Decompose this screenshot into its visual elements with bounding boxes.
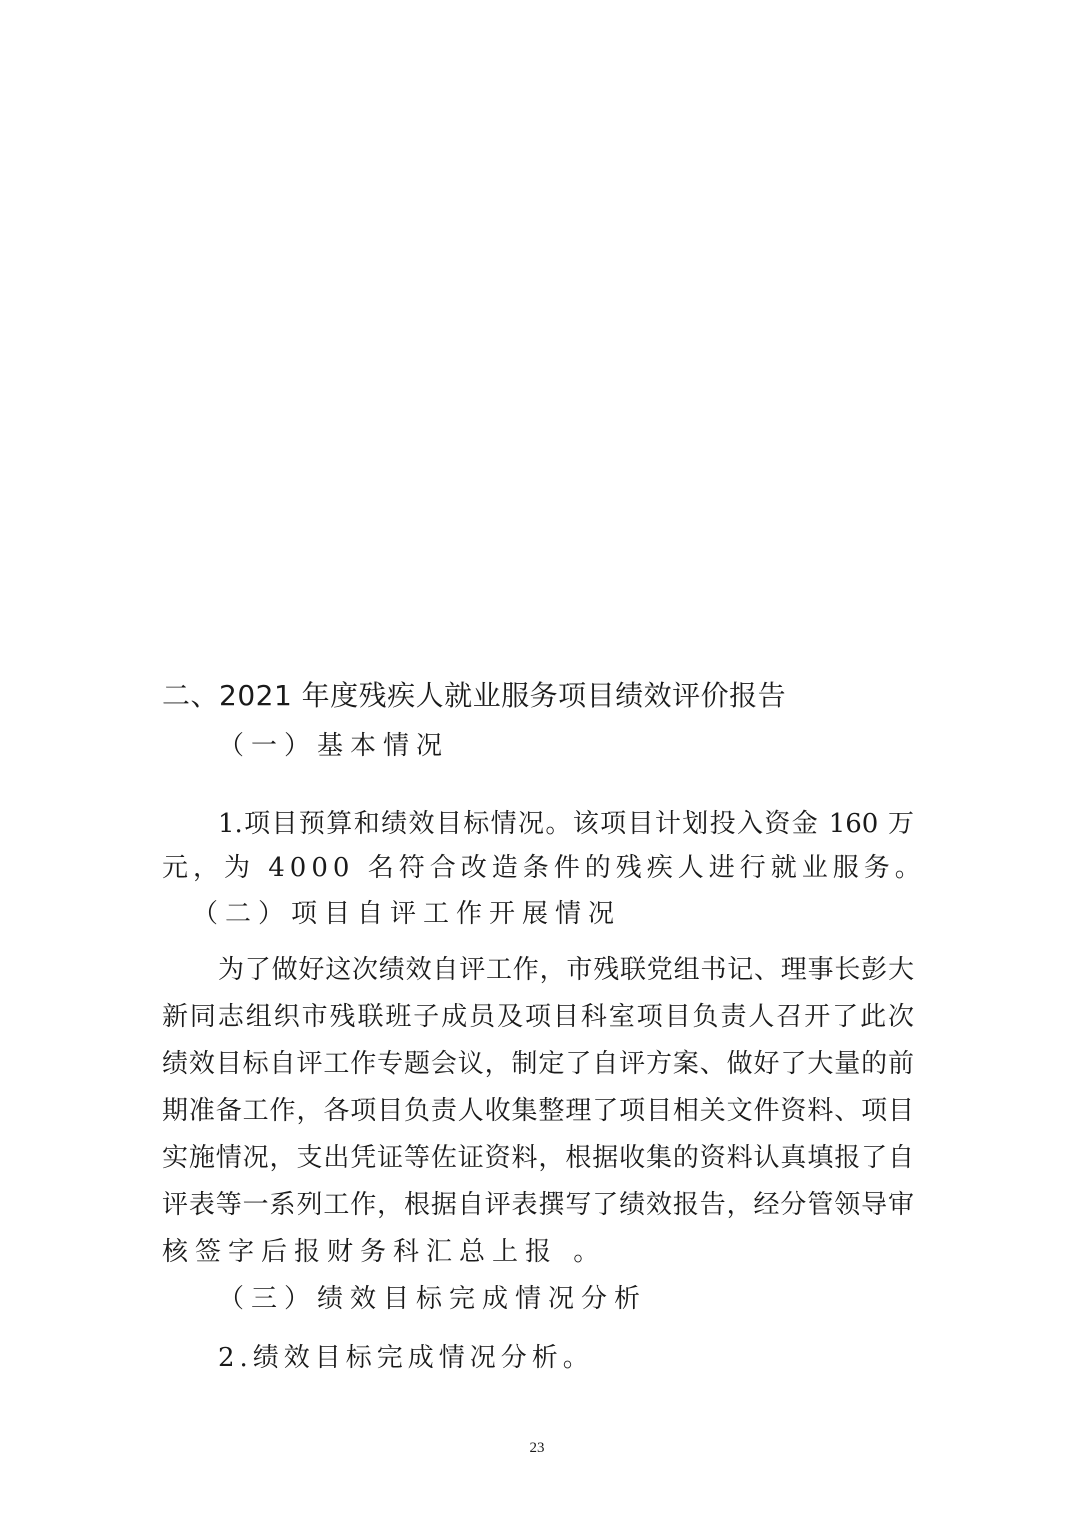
section-heading: 二、2021 年度残疾人就业服务项目绩效评价报告 <box>162 679 787 712</box>
subsection-title-self-eval: （二）项目自评工作开展情况 <box>192 899 622 929</box>
paragraph-line: 期准备工作，各项目负责人收集整理了项目相关文件资料、项目 <box>162 1096 914 1126</box>
paragraph-line: 元，为 4000 名符合改造条件的残疾人进行就业服务。 <box>162 853 926 883</box>
paragraph-line: 核签字后报财务科汇总上报 。 <box>162 1237 607 1267</box>
paragraph-line: 实施情况，支出凭证等佐证资料，根据收集的资料认真填报了自 <box>162 1143 914 1173</box>
subsection-title-analysis: （三）绩效目标完成情况分析 <box>218 1284 648 1314</box>
paragraph-line: 新同志组织市残联班子成员及项目科室项目负责人召开了此次 <box>162 1002 914 1032</box>
paragraph-line: 1.项目预算和绩效目标情况。该项目计划投入资金 160 万 <box>218 809 914 839</box>
page-number: 23 <box>529 1440 545 1456</box>
paragraph-line: 评表等一系列工作，根据自评表撰写了绩效报告，经分管领导审 <box>162 1190 914 1220</box>
subsection-title-basic: （一）基本情况 <box>218 731 450 761</box>
paragraph-line: 绩效目标自评工作专题会议，制定了自评方案、做好了大量的前 <box>162 1049 914 1079</box>
paragraph-line: 2.绩效目标完成情况分析。 <box>218 1343 594 1373</box>
paragraph-line: 为了做好这次绩效自评工作，市残联党组书记、理事长彭大 <box>218 955 914 985</box>
